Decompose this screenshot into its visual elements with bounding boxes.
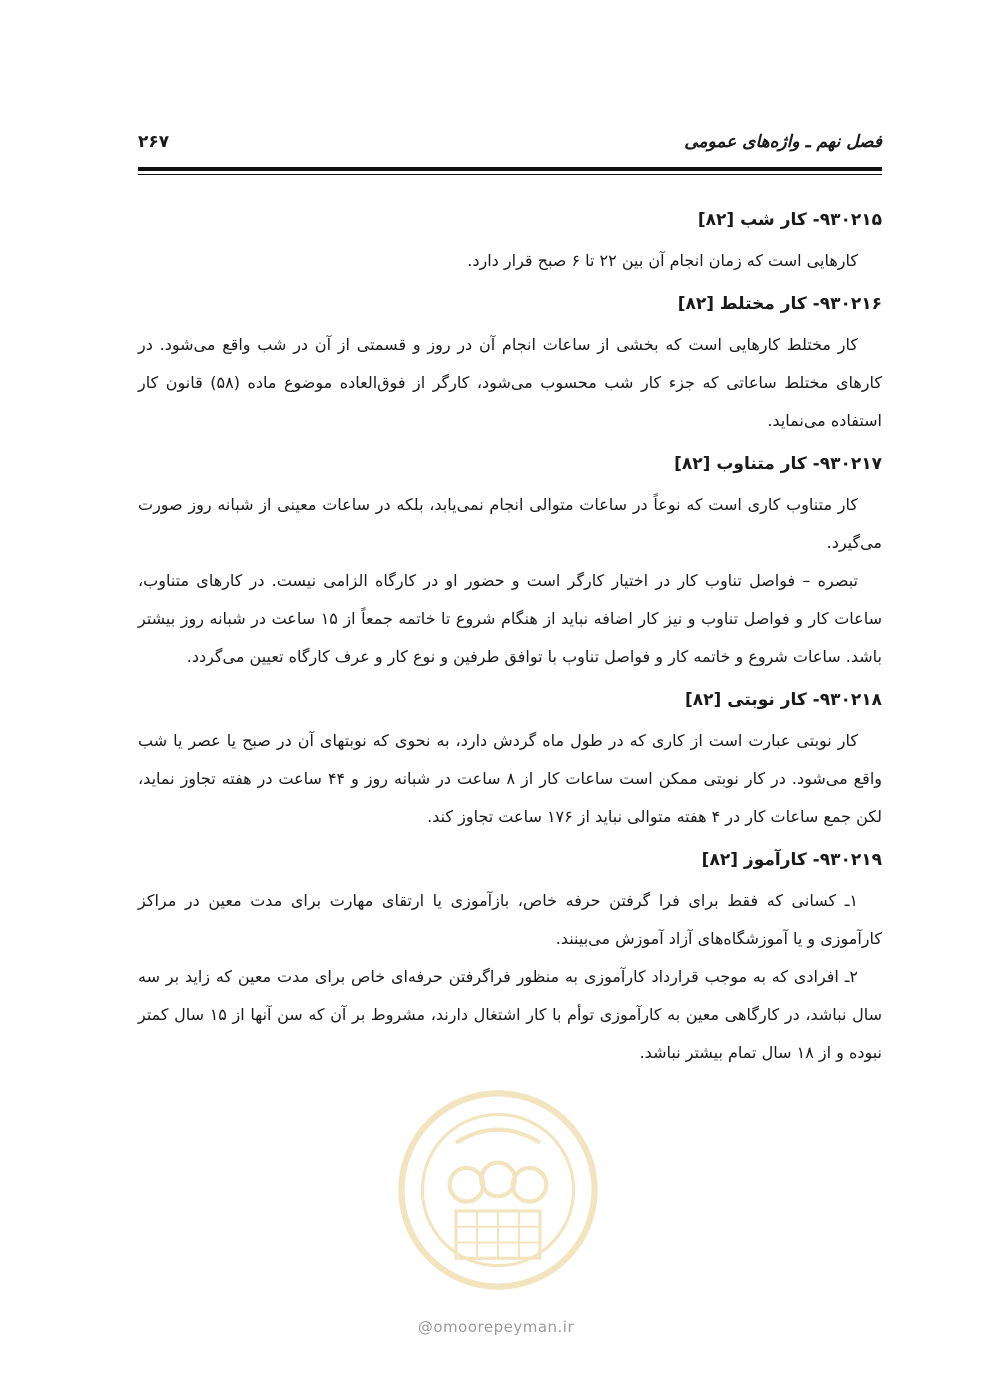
entry-heading: ۹۳۰۲۱۹- کارآموز [۸۲] — [701, 850, 882, 870]
page-header — [138, 128, 882, 158]
watermark-text: @omoorepeyman.ir — [417, 1318, 575, 1336]
entry-paragraph: کار نوبتی عبارت است از کاری که در طول ماه گردش دارد، به نحوی که نوبتهای آن در صبح یا عصر یا شب واقع می‌شود. در کار نوبتی ممکن است ساعات کار از ۸ ساعت در شبانه روز و ۴۴ ساعت در هفته تجاوز نماید، لکن جمع ساعات کار در ۴ هفته متوالی نباید از ۱۷۶ ساعت تجاوز کند. — [138, 731, 882, 826]
entry-930215 — [138, 206, 882, 280]
watermark-seal-icon — [393, 1085, 603, 1295]
entry-heading: ۹۳۰۲۱۸- کار نوبتی [۸۲] — [684, 690, 882, 710]
entry-note-paragraph: تبصره – فواصل تناوب کار در اختیار کارگر است و حضور او در کارگاه الزامی نیست. در کارهای متناوب، ساعات کار و فواصل تناوب و نیز کار اضافه نباید از هنگام شروع تا خاتمه جمعاً از ۱۵ ساعت در شبانه روز بیشتر باشد. ساعات شروع و خاتمه کار و فواصل تناوب با توافق طرفین و نوع کار و عرف کارگاه تعیین می‌گردد. — [138, 571, 883, 666]
entry-heading: ۹۳۰۲۱۷- کار متناوب [۸۲] — [674, 454, 882, 474]
entry-930216 — [138, 290, 882, 440]
entry-paragraph: کار متناوب کاری است که نوعاً در ساعات متوالی انجام نمی‌یابد، بلکه در ساعات معینی از شبانه روز صورت می‌گیرد. — [138, 495, 882, 552]
entry-heading: ۹۳۰۲۱۶- کار مختلط [۸۲] — [677, 294, 882, 314]
entry-paragraph: ۱ـ کسانی که فقط برای فرا گرفتن حرفه خاص، بازآموزی یا ارتقای مهارت برای مدت معین در مراکز کارآموزی و یا آموزشگاه‌های آزاد آموزش می‌بینند. — [138, 891, 882, 948]
header-rule-thin — [138, 174, 882, 175]
entry-paragraph: کار مختلط کارهایی است که بخشی از ساعات انجام آن در روز و قسمتی از آن در شب واقع می‌شود. در کارهای مختلط ساعاتی که جزء کار شب محسوب می‌شود، کارگر از فوق‌العاده موضوع ماده (۵۸) قانون کار استفاده می‌نماید. — [138, 335, 882, 430]
header-rule-thick — [138, 167, 882, 171]
page-number: ۲۶۷ — [138, 132, 170, 152]
chapter-title: فصل نهم ـ واژه‌های عمومی — [684, 132, 882, 152]
document-body — [138, 206, 882, 1082]
entry-930217 — [138, 450, 882, 676]
entry-930219 — [138, 846, 882, 1072]
entry-paragraph: ۲ـ افرادی که به موجب قرارداد کارآموزی به منظور فراگرفتن حرفه‌ای خاص برای مدت معین که زاید بر سه سال نباشد، در کارگاهی معین به کارآموزی توأم با کار اشتغال دارند، مشروط بر آن که سن آنها از ۱۵ سال کمتر نبوده و از ۱۸ سال تمام بیشتر نباشد. — [138, 967, 882, 1062]
entry-paragraph: کارهایی است که زمان انجام آن بین ۲۲ تا ۶ صبح قرار دارد. — [467, 251, 858, 270]
entry-930218 — [138, 686, 882, 836]
entry-heading: ۹۳۰۲۱۵- کار شب [۸۲] — [697, 210, 882, 230]
